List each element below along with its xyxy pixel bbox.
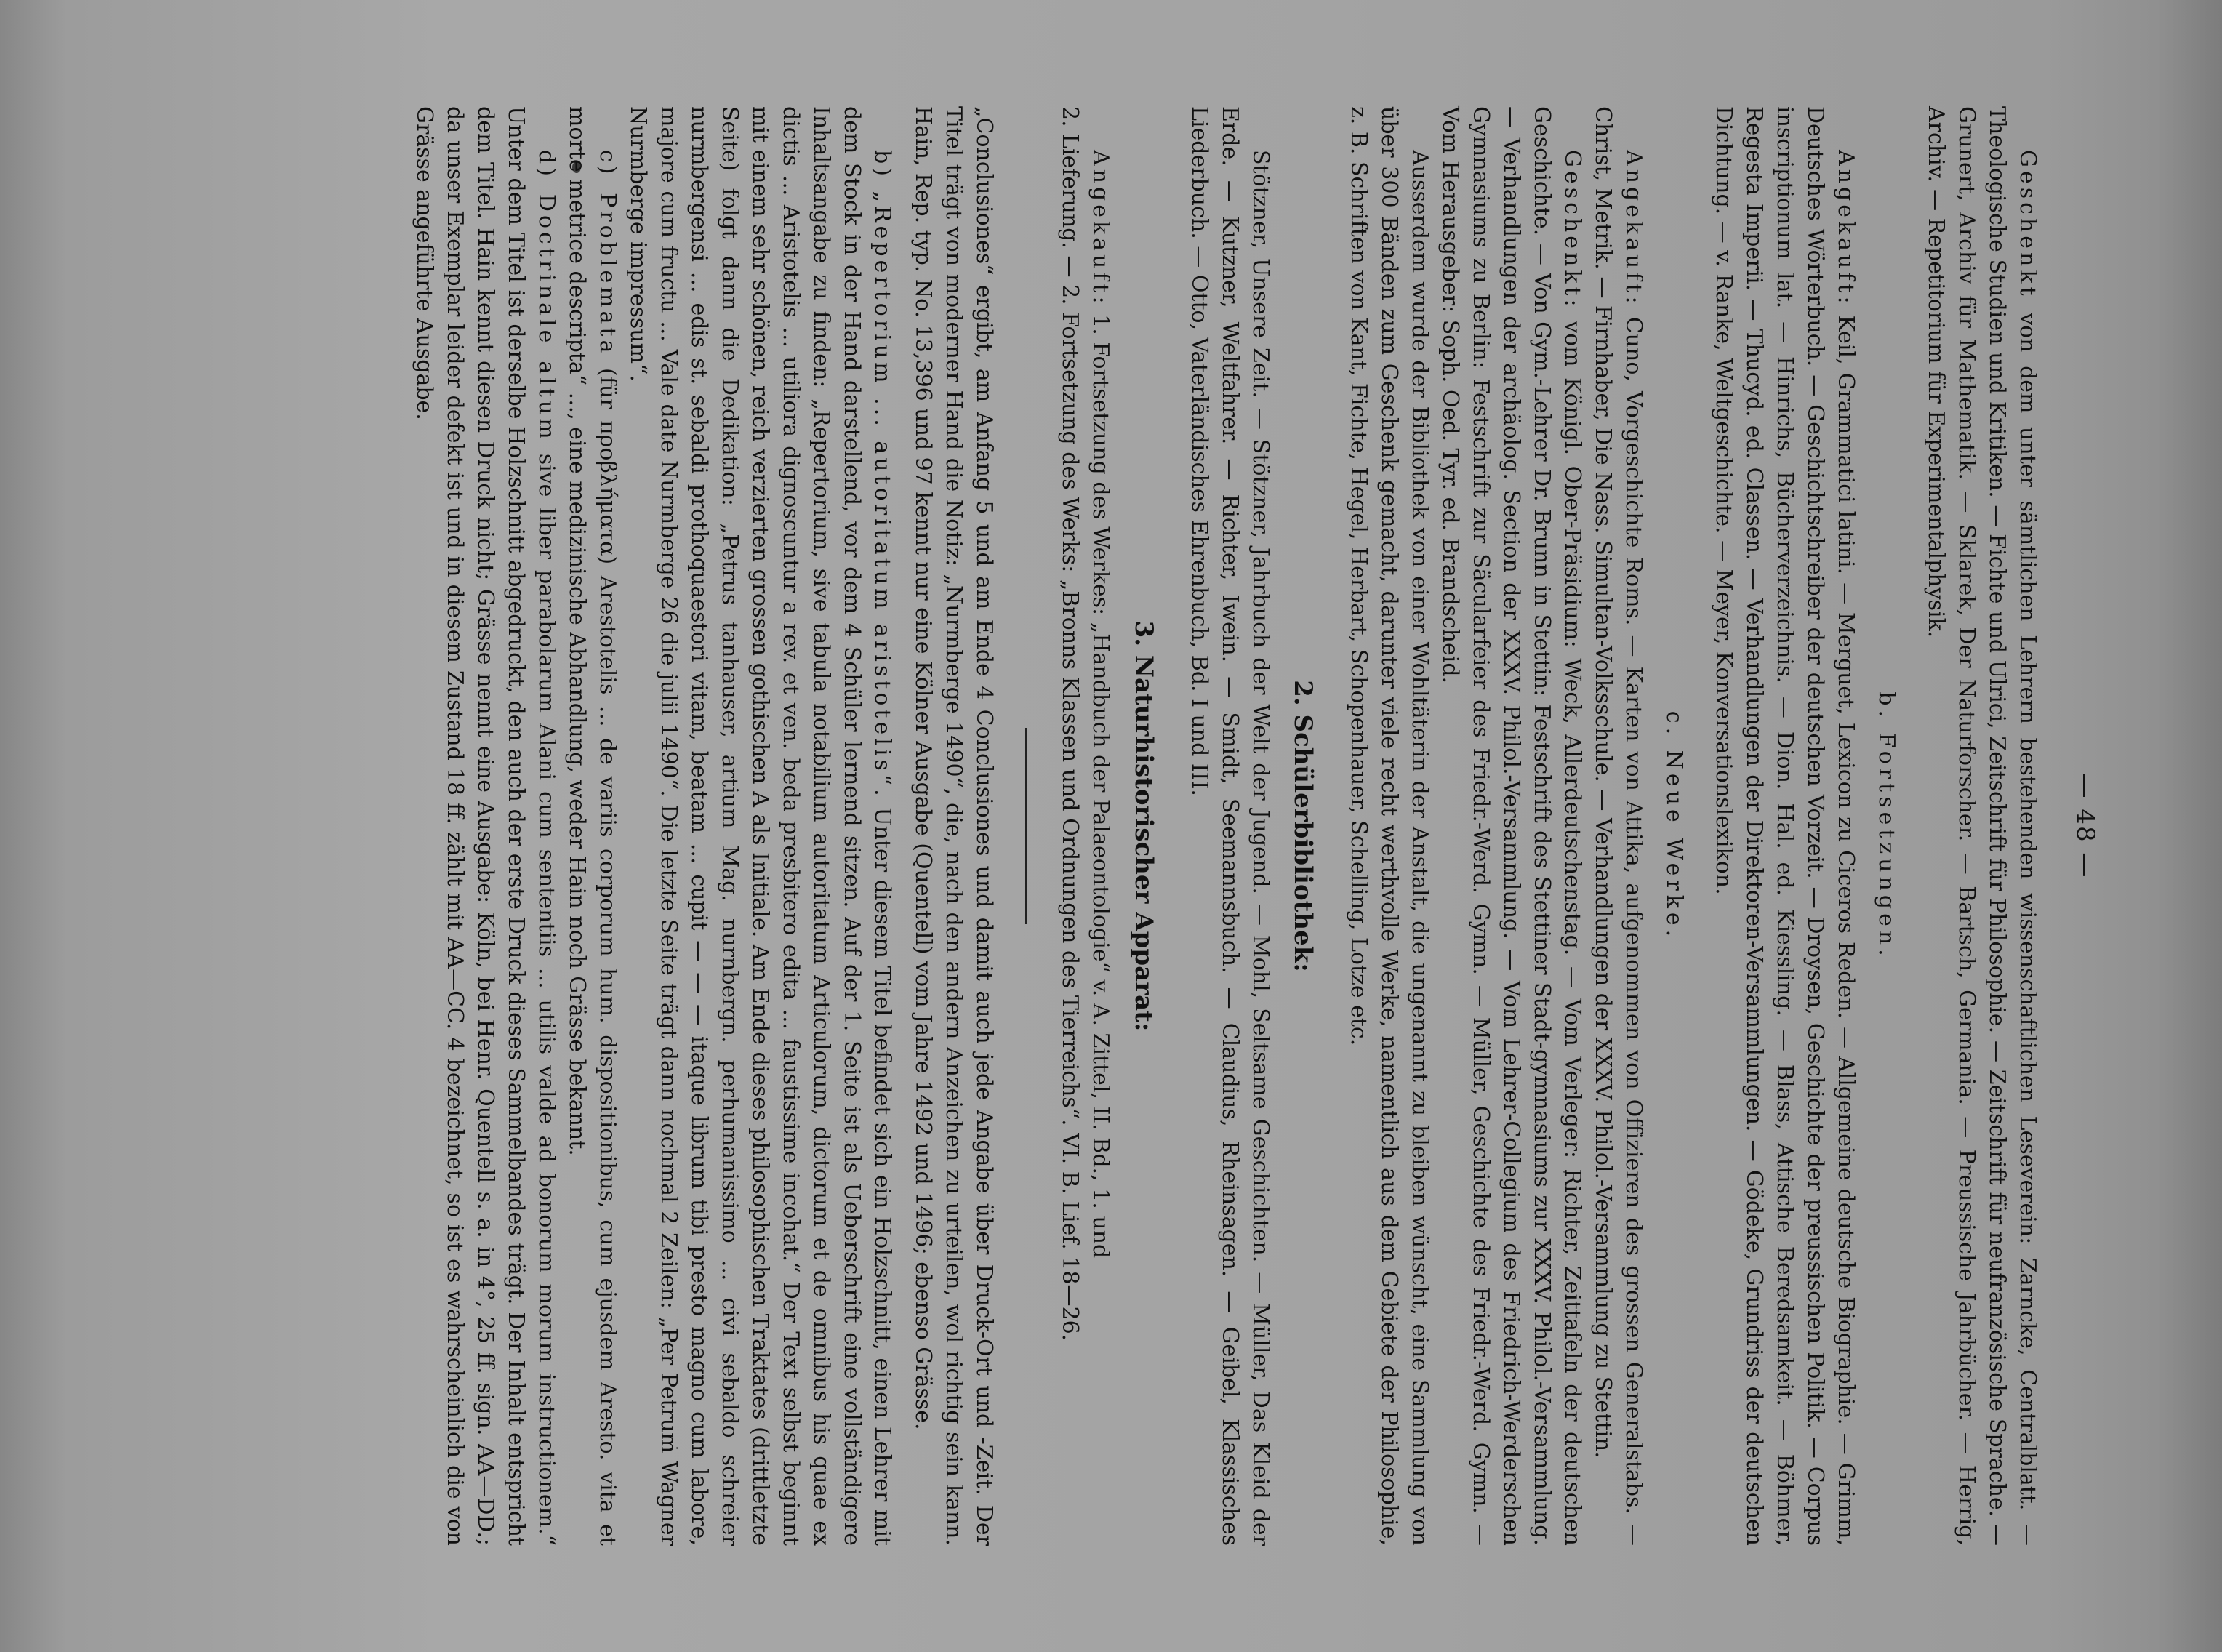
- fortsetzungen-lead: Angekauft:: [1833, 150, 1859, 308]
- problemata-paragraph: [561, 106, 622, 1546]
- neue-werke-angekauft-text: Cuno, Vorgeschichte Roms. — Karten von Attika, aufgenommen von Offizieren des grossen Generalstabs. — Christ, Metrik. — Firnhaber, Die Nass. Simultan-Volksschule. — Verhandlungen der XXXV. Philol.-Versammlung zu Stettin.: [1590, 106, 1647, 1546]
- neue-werke-angekauft-lead: Angekauft:: [1621, 150, 1647, 308]
- problemata-greek: (für προβλήματα): [595, 368, 621, 565]
- fortsetzungen-heading: b. Fortsetzungen.: [1874, 691, 1900, 961]
- geschenkt-lead: Geschenkt: [2015, 150, 2041, 300]
- doctrinale-paragraph: [409, 106, 561, 1546]
- naturhistorischer-heading: 3. Naturhistorischer Apparat:: [1128, 620, 1158, 1032]
- doctrinale-label: d) Doctrinale altum: [534, 150, 560, 443]
- naturhistorischer-lead: Angekauft:: [1088, 150, 1114, 308]
- repertorium-label: b) „Repertorium ... autoritatum aristotelis“.: [870, 150, 896, 800]
- repertorium-text: Unter diesem Titel befindet sich ein Holzschnitt, einen Lehrer mit dem Stock in der Hand darstellend, vor dem 4 Schüler lernend sitzen. Auf der 1. Seite ist als Ueberschrift eine vollständigere Inhaltsangabe zu finden: „Repertorium, sive tabula notabilium autoritatum Articulorum, dictorum et de omnibus his quae ex dictis ... Aristotelis ... utiliora dignoscuntur a rev. et ven. beda presbitero edita ... faustissime incohat.“ Der Text selbst beginnt mit einem sehr schönen, reich verzierten grossen gothischen A als Initiale. Am Ende dieses philosophischen Traktates (drittletzte Seite) folgt dann die Dedikation: „Petrus tanhauser, artium Mag. nurnbergn. perhumanissimo ... civi sebaldo schreier nurmbergensi ... edis st. sebaldi prothoquaestori vitam, beatam ... cupit — — — itaque librum tibi presto magno cum labore, majore cum fructu ... Vale date Nurmberge 26 die julii 1490“. Die letzte Seite trägt dann nochmal 2 Zeilen: „Per Petrum Wagner Nurmberge impressum“.: [625, 106, 896, 1546]
- schuelerbibliothek-paragraph: Stötzner, Unsere Zeit. — Stötzner, Jahrbuch der Welt der Jugend. — Mohl, Seltsame Geschichten. — Müller, Das Kleid der Erde. — Kutzner, Weltfahrer. — Richter, Iwein. — Smidt, Seemannsbuch. — Claudius, Rheinsagen. — Geibel, Klassisches Liederbuch. — Otto, Vaterländisches Ehrenbuch, Bd. I und III.: [1186, 106, 1273, 1546]
- rotated-document-page: [56, 55, 2173, 1597]
- neue-werke-geschenkt-text: vom Königl. Ober-Präsidium: Weck, Allerdeutschenstag. — Vom Verleger: Richter, Zeittafeln der deutschen Geschichte. — Von Gym.-Lehrer Dr. Brunn in Stettin: Festschrift des Stettiner Stadt-gymnasiums zur XXXV. Philol.-Versammlung. — Verhandlungen der archäolog. Section der XXXV. Philol.-Versammlung. — Vom Lehrer-Collegium des Friedrich-Werderschen Gymnasiums zu Berlin: Festschrift zur Säcularfeier des Friedr.-Werd. Gymn. — Müller, Geschichte des Friedr.-Werd. Gymn. — Vom Herausgeber: Soph. Oed. Tyr. ed. Brandscheid.: [1437, 106, 1586, 1546]
- geschenkt-text: von dem unter sämtlichen Lehrern bestehenden wissenschaftlichen Leseverein: Zarncke, Centralblatt. — Theologische Studien und Kritiken. — Fichte und Ulrici, Zeitschrift für Philosophie. — Zeitschrift für neufranzösische Sprache. — Grunert, Archiv für Mathematik. — Sklarek, Der Naturforscher. — Bartsch, Germania. — Preussische Jahrbücher. — Herrig, Archiv. — Repetitorium für Experimentalphysik.: [1923, 106, 2041, 1546]
- page-text-block: [66, 106, 2102, 1546]
- fortsetzungen-paragraph: [1708, 106, 1861, 1546]
- neue-werke-angekauft-paragraph: [1587, 106, 1648, 1546]
- conclusiones-paragraph: „Conclusiones“ ergibt, am Anfang 5 und am Ende 4 Conclusiones und damit auch jede Angabe über Druck-Ort und -Zeit. Der Titel trägt von moderner Hand die Notiz: „Nurmberge 1490“, die, nach den andern Anzeichen zu urteilen, wol richtig sein kann. Hain, Rep. typ. No. 13,396 und 97 kennt nur eine Kölner Ausgabe (Quentell) vom Jahre 1492 und 1496; ebenso Grässe.: [910, 106, 998, 1546]
- repertorium-paragraph: [622, 106, 897, 1546]
- naturhistorischer-line2: 2. Lieferung. — 2. Fortsetzung des Werks: „Bronns Klassen und Ordnungen des Tierreichs“. VI. B. Lief. 18—26.: [1057, 106, 1083, 1342]
- geschenkt-paragraph: [1920, 106, 2042, 1546]
- problemata-label: c) Problemata: [595, 150, 621, 357]
- problemata-text: Arestotelis ... de variis corporum hum. dispositionibus, cum ejusdem Aresto. vita et morte metrice descripta“ ..., eine medizinische Abhandlung, weder Hain noch Grässe bekannt.: [564, 106, 621, 1546]
- schuelerbibliothek-heading: 2. Schülerbibliothek:: [1288, 680, 1318, 972]
- neue-werke-geschenkt-paragraph: [1435, 106, 1587, 1546]
- doctrinale-text: sive liber parabolarum Alani cum sententiis ... utilis valde ad bonorum morum instructionem.“ Unter dem Titel ist derselbe Holzschnitt abgedruckt, den auch der erste Druck dieses Sammelbandes trägt. Der Inhalt entspricht dem Titel. Hain kennt diesen Druck nicht; Grässe nennt eine Ausgabe: Köln, bei Henr. Quentell s. a. in 4°, 25 ff. sign. AA—DD.; da unser Exemplar leider defekt ist und in diesem Zustand 18 ff. zählt mit AA—CC. 4 bezeichnet, so ist es wahrscheinlich die von Grässe angeführte Ausgabe.: [412, 106, 560, 1546]
- neue-werke-geschenkt-lead: Geschenkt:: [1560, 150, 1586, 310]
- neue-werke-heading: c. Neue Werke.: [1661, 710, 1688, 942]
- ausserdem-paragraph: Ausserdem wurde der Bibliothek von einer Wohltäterin der Anstalt, die ungenannt zu bleiben wünscht, eine Sammlung von über 300 Bänden zum Geschenk gemacht, darunter viele recht werthvolle Werke, namentlich aus dem Gebiete der Philosophie, z. B. Schriften von Kant, Fichte, Hegel, Herbart, Schopenhauer, Schelling, Lotze etc.: [1346, 106, 1433, 1546]
- page-number: — 48 —: [2071, 773, 2100, 879]
- fortsetzungen-text: Keil, Grammatici latini. — Merguet, Lexicon zu Ciceros Reden. — Allgemeine deutsche Biographie. — Grimm, Deutsches Wörterbuch. — Geschichtschreiber der deutschen Vorzeit. — Droysen, Geschichte der preussischen Politik. — Corpus inscriptionum lat. — Hinrichs, Bücherverzeichnis. — Dion. Hal. ed. Kiessling. — Blass, Attische Beredsamkeit. — Böhmer, Regesta Imperii. — Thucyd. ed. Classen. — Verhandlungen der Direktoren-Versammlungen. — Gödeke, Grundriss der deutschen Dichtung. — v. Ranke, Weltgeschichte. — Meyer, Konversationslexikon.: [1711, 106, 1859, 1546]
- naturhistorischer-line1: 1. Fortsetzung des Werkes: „Handbuch der Palaeontologie“ v. A. Zittel, II. Bd., 1. und: [1088, 314, 1114, 1259]
- naturhistorischer-paragraph: [1085, 106, 1115, 1546]
- horizontal-rule: [1025, 728, 1027, 924]
